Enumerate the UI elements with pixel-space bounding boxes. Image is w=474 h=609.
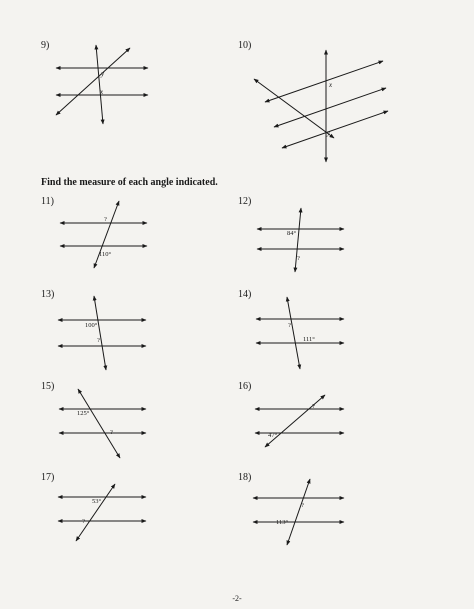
figure-15 [59,389,146,458]
label-12-unknown: ? [297,255,300,262]
problem-number-14: 14) [238,289,252,300]
label-11-unknown: ? [104,216,107,223]
label-15-angle: 125° [77,410,90,417]
problem-number-9: 9) [41,40,50,51]
label-13-angle: 100° [85,322,98,329]
label-16-angle: 47° [268,432,278,439]
problem-number-13: 13) [41,289,55,300]
problem-number-15: 15) [41,381,55,392]
problem-number-16: 16) [238,381,252,392]
label-14-unknown: ? [288,322,291,329]
figure-16 [255,395,344,447]
figure-10 [254,50,388,162]
problem-number-18: 18) [238,472,252,483]
instructions-heading: Find the measure of each angle indicated. [41,177,218,188]
label-17-angle: 53° [92,498,102,505]
label-11-angle: 110° [99,251,112,258]
problem-number-11: 11) [41,196,54,207]
figure-14 [256,297,344,369]
label-18-angle: 113° [276,519,289,526]
label-10-y: y [327,129,331,137]
label-15-unknown: ? [110,429,113,436]
problem-number-10: 10) [238,40,252,51]
label-14-angle: 111° [303,336,315,343]
figure-12 [257,208,344,272]
label-13-unknown: ? [97,337,100,344]
figure-17 [58,484,146,541]
label-17-unknown: ? [82,518,85,525]
label-9-y: y [101,70,105,78]
problem-number-17: 17) [41,472,55,483]
problem-number-12: 12) [238,196,252,207]
label-16-unknown: ? [312,403,315,410]
label-18-unknown: ? [301,502,304,509]
label-10-x: x [329,81,333,89]
figure-11 [60,201,147,268]
label-12-angle: 84° [287,230,297,237]
figure-9 [56,45,148,124]
figure-13 [58,296,146,370]
page-number: -2- [232,594,242,603]
figure-18 [253,479,344,545]
label-9-x: x [100,88,104,96]
